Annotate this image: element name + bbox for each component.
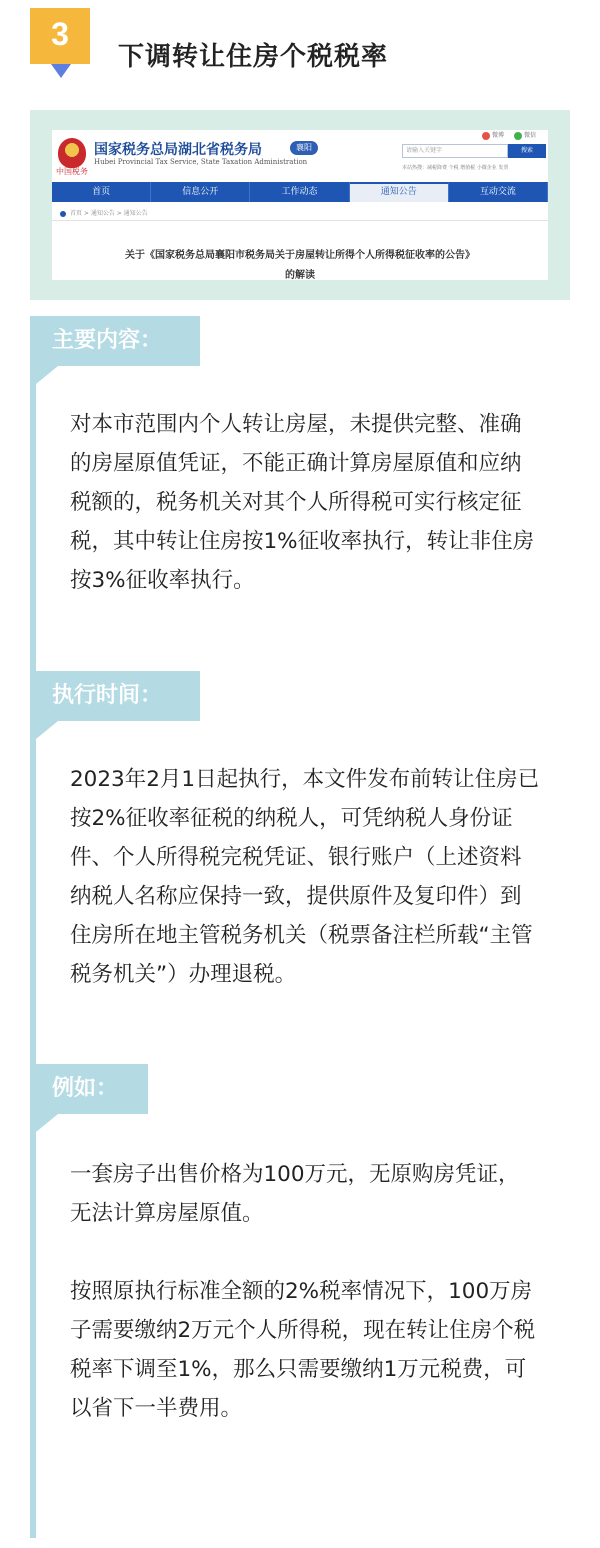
label-fold-decoration [36, 366, 58, 384]
nav-item-news[interactable]: 工作动态 [250, 182, 349, 202]
nav-item-home[interactable]: 首页 [52, 182, 151, 202]
left-accent-rail [30, 316, 36, 1538]
site-search-input[interactable]: 请输入关键字 [402, 144, 508, 158]
divider [52, 220, 548, 221]
section-number-badge [30, 8, 90, 64]
badge-arrow-icon [51, 64, 71, 78]
example-calculation-text: 按照原执行标准全额的2%税率情况下，100万房子需要缴纳2万元个人所得税，现在转让住房个税税率下调至1%，那么只需要缴纳1万元税费，可以省下一半费用。 [70, 1279, 536, 1421]
embedded-website-screenshot [52, 130, 548, 280]
site-nav [52, 182, 548, 202]
notice-title-suffix: 的解读 [285, 270, 315, 280]
section-title: 下调转让住房个税税率 [118, 42, 389, 72]
label-fold-decoration [36, 1114, 58, 1132]
label-fold-decoration [36, 721, 58, 739]
section-label-main-content: 主要内容： [30, 316, 200, 366]
nav-item-info[interactable]: 信息公开 [151, 182, 250, 202]
nav-item-notices[interactable]: 通知公告 [350, 182, 449, 202]
weibo-label: 微博 [492, 132, 505, 139]
brand-calligraphy: 中国税务 [56, 167, 88, 176]
nav-item-interaction[interactable]: 互动交流 [449, 182, 548, 202]
wechat-icon [514, 132, 522, 140]
organization-english-name: Hubei Provincial Tax Service, State Taxation Administration [94, 158, 308, 166]
section-label-effective-date: 执行时间： [30, 671, 200, 721]
main-content-text: 对本市范围内个人转让房屋，未提供完整、准确的房屋原值凭证，不能正确计算房屋原值和应纳税额的，税务机关对其个人所得税可实行核定征税，其中转让住房按1%征收率执行，转让非住房按3%征收率执行。 [70, 412, 535, 593]
weibo-icon [482, 132, 490, 140]
section-number: 3 [51, 16, 69, 52]
notice-title[interactable]: 关于《国家税务总局襄阳市税务局关于房屋转让所得个人所得税征收率的公告》 [125, 250, 475, 261]
section-label-example: 例如： [30, 1064, 148, 1114]
hot-search-words: 本站热搜：减税降费 个税 增值税 小微企业 发票 [402, 165, 509, 171]
organization-name: 国家税务总局湖北省税务局 [94, 142, 262, 158]
breadcrumb-text: 首页 > 通知公告 > 通知公告 [70, 210, 148, 217]
effective-date-text: 2023年2月1日起执行，本文件发布前转让住房已按2%征收率征税的纳税人，可凭纳税人身份证件、个人所得税完税凭证、银行账户（上述资料纳税人名称应保持一致，提供原件及复印件）到住房所在地主管税务机关（税票备注栏所载“主管税务机关”）办理退税。 [70, 767, 540, 987]
city-badge[interactable]: 襄阳 [290, 141, 318, 155]
tax-emblem-icon [58, 138, 86, 168]
location-pin-icon [60, 211, 66, 217]
breadcrumb [60, 208, 148, 217]
site-search-button[interactable]: 搜索 [508, 144, 546, 158]
site-header [52, 130, 548, 182]
wechat-label: 微信 [524, 132, 537, 139]
weibo-link[interactable] [482, 130, 504, 140]
example-text: 一套房子出售价格为100万元，无原购房凭证，无法计算房屋原值。 [70, 1162, 520, 1226]
wechat-link[interactable] [514, 130, 536, 140]
